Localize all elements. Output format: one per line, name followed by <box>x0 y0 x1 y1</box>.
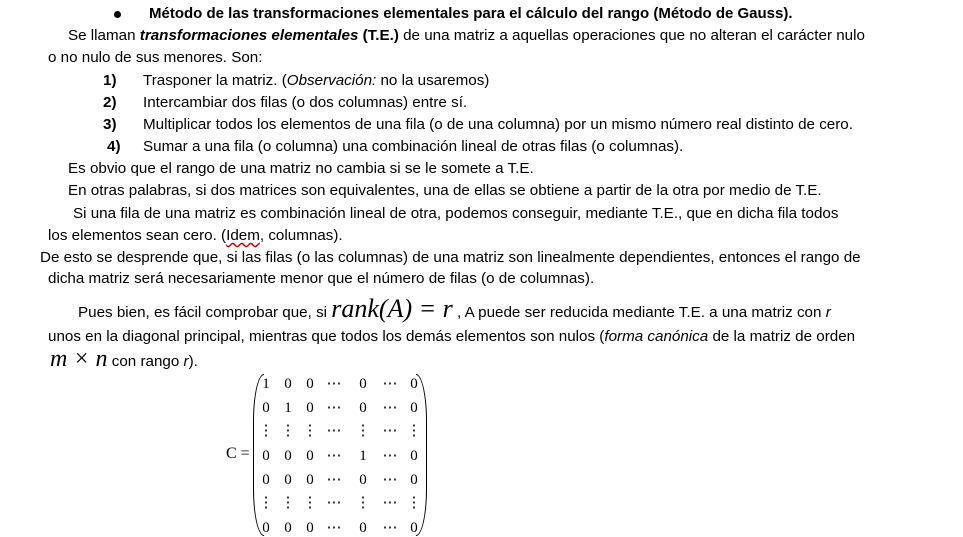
matrix-cell: 0 <box>410 472 418 488</box>
matrix-cell: ⋯ <box>382 400 398 416</box>
matrix-cell: ⋯ <box>326 400 342 416</box>
list-item: 1) Trasponer la matriz. (Observación: no la usaremos) <box>103 72 490 89</box>
matrix-cell: ⋮ <box>280 495 296 511</box>
matrix-cell: 0 <box>262 448 270 464</box>
matrix-cell: 0 <box>306 472 314 488</box>
matrix-cell: ⋯ <box>326 448 342 464</box>
matrix-cell: ⋯ <box>382 448 398 464</box>
matrix-cell: ⋯ <box>326 376 342 392</box>
matrix-cell: 0 <box>262 400 270 416</box>
matrix-cell: 1 <box>359 448 367 464</box>
matrix-cell: ⋯ <box>326 472 342 488</box>
matrix-cell: ⋮ <box>302 423 318 439</box>
matrix-cell: 1 <box>262 376 270 392</box>
term-transformaciones: transformaciones elementales <box>139 27 359 44</box>
paragraph-1: Es obvio que el rango de una matriz no cambia si se le somete a T.E. <box>68 160 534 177</box>
matrix-cell: 0 <box>410 448 418 464</box>
paragraph-3-line-2: los elementos sean cero. (Idem, columnas). <box>48 227 343 244</box>
matrix-cell: ⋮ <box>406 495 422 511</box>
matrix-cell: 0 <box>359 376 367 392</box>
matrix-cell: ⋮ <box>355 423 371 439</box>
matrix-cell: 0 <box>284 520 292 536</box>
matrix-cell: 0 <box>306 400 314 416</box>
section-title: Método de las transformaciones elementales para el cálculo del rango (Método de Gauss). <box>149 5 793 22</box>
list-item: 4) Sumar a una fila (o columna) una combinación lineal de otras filas (o columnas). <box>107 138 684 155</box>
matrix-cell: 0 <box>262 472 270 488</box>
matrix-cell: ⋯ <box>382 520 398 536</box>
list-item: 3) Multiplicar todos los elementos de una fila (o de una columna) por un mismo número real distinto de cero. <box>103 116 853 133</box>
matrix-cell: 0 <box>410 400 418 416</box>
paragraph-2: En otras palabras, si dos matrices son equivalentes, una de ellas se obtiene a partir de la otra por medio de T.E. <box>68 182 822 199</box>
intro-line-2: o no nulo de sus menores. Son: <box>48 49 263 66</box>
matrix-cell: 0 <box>284 376 292 392</box>
matrix-label: C = <box>226 445 250 462</box>
matrix-cell: 0 <box>284 448 292 464</box>
canonical-matrix <box>226 372 436 537</box>
paragraph-5-line-1: Pues bien, es fácil comprobar que, si rank(A) = r , A puede ser reducida mediante T.E. a una matriz con r <box>78 294 831 323</box>
matrix-cell: ⋯ <box>382 376 398 392</box>
matrix-cell: 0 <box>306 520 314 536</box>
paragraph-5-line-3: m × n con rango r). <box>50 346 198 372</box>
bullet-icon <box>114 11 121 18</box>
intro-line-1: Se llaman transformaciones elementales (T.E.) de una matriz a aquellas operaciones que no alteran el carácter nulo <box>68 27 865 44</box>
matrix-cell: ⋮ <box>258 423 274 439</box>
order-formula: m × n <box>50 346 108 372</box>
matrix-cell: 0 <box>359 400 367 416</box>
matrix-cell: 0 <box>306 376 314 392</box>
matrix-cell: ⋮ <box>280 423 296 439</box>
paragraph-3-line-1: Si una fila de una matriz es combinación lineal de otra, podemos conseguir, mediante T.E., que en dicha fila todos <box>73 205 839 222</box>
paragraph-4-line-2: dicha matriz será necesariamente menor que el número de filas (o de columnas). <box>48 270 595 287</box>
matrix-cell: ⋮ <box>406 423 422 439</box>
matrix-cell: 0 <box>410 376 418 392</box>
matrix-cell: ⋮ <box>355 495 371 511</box>
matrix-cell: 0 <box>359 472 367 488</box>
matrix-cell: 1 <box>284 400 292 416</box>
rank-formula: rank(A) = r <box>331 294 453 323</box>
paragraph-4-line-1: De esto se desprende que, si las filas (o las columnas) de una matriz son linealmente dependientes, entonces el rango de <box>40 249 861 266</box>
matrix-cell: ⋯ <box>382 495 398 511</box>
paragraph-5-line-2: unos en la diagonal principal, mientras que todos los demás elementos son nulos (forma canónica de la matriz de orden <box>48 328 856 345</box>
matrix-cell: 0 <box>359 520 367 536</box>
matrix-cell: ⋮ <box>258 495 274 511</box>
matrix-cell: ⋯ <box>326 520 342 536</box>
matrix-cell: 0 <box>410 520 418 536</box>
matrix-cell: ⋯ <box>326 495 342 511</box>
matrix-cell: 0 <box>306 448 314 464</box>
matrix-cell: ⋯ <box>326 423 342 439</box>
list-item: 2) Intercambiar dos filas (o dos columnas) entre sí. <box>103 94 468 111</box>
matrix-cell: ⋮ <box>302 495 318 511</box>
matrix-cell: ⋯ <box>382 472 398 488</box>
matrix-cell: 0 <box>284 472 292 488</box>
idem-word: Idem <box>226 227 260 244</box>
matrix-cell: ⋯ <box>382 423 398 439</box>
matrix-cell: 0 <box>262 520 270 536</box>
